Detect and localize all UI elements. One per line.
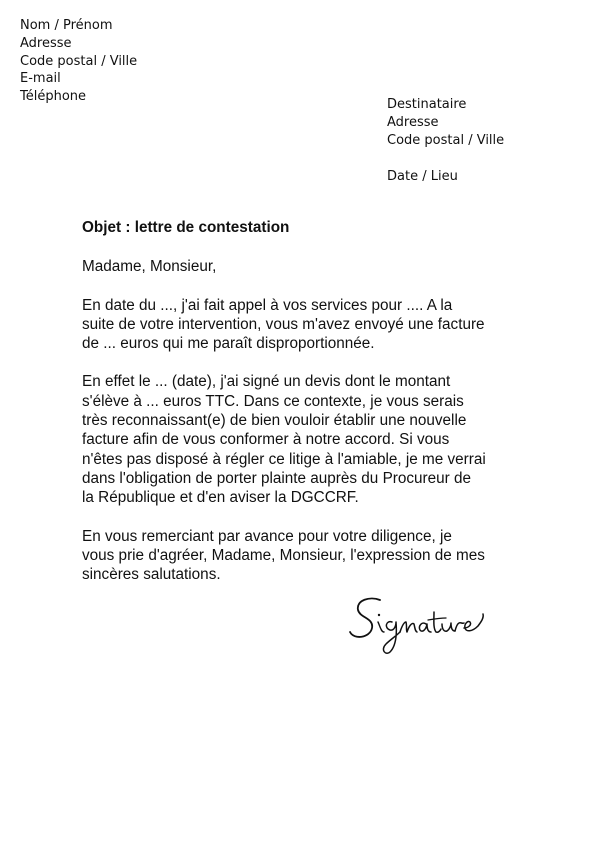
paragraph-line: suite de votre intervention, vous m'avez envoyé une facture — [82, 315, 485, 333]
recipient-address: Adresse — [387, 115, 439, 130]
date-place: Date / Lieu — [387, 169, 458, 184]
signature-i-dot — [378, 614, 380, 616]
paragraph-line: sincères salutations. — [82, 566, 221, 584]
recipient-postal-city: Code postal / Ville — [387, 133, 505, 148]
paragraph-line: n'êtes pas disposé à régler ce litige à l'amiable, je me verrai — [82, 450, 486, 468]
sender-block — [20, 17, 137, 106]
paragraph-line: facture afin de vous conformer à notre accord. Si vous — [82, 431, 450, 449]
signature-image — [340, 588, 490, 664]
sender-email: E-mail — [20, 71, 61, 87]
paragraph-2 — [82, 372, 522, 507]
paragraph-line: vous prie d'agréer, Madame, Monsieur, l'expression de mes — [82, 546, 485, 564]
letter-subject: Objet : lettre de contestation — [82, 219, 290, 236]
recipient-block — [387, 96, 504, 186]
paragraph-line: dans l'obligation de porter plainte auprès du Procureur de — [82, 469, 471, 487]
paragraph-1 — [82, 296, 522, 354]
sender-postal-city: Code postal / Ville — [20, 53, 138, 69]
sender-phone: Téléphone — [20, 89, 87, 105]
paragraph-line: très reconnaissant(e) de bien vouloir établir une nouvelle — [82, 412, 467, 430]
sender-address: Adresse — [20, 35, 72, 51]
paragraph-line: s'élève à ... euros TTC. Dans ce contexte, je vous serais — [82, 392, 464, 410]
paragraph-line: la République et d'en aviser la DGCCRF. — [82, 489, 359, 507]
paragraph-3 — [82, 527, 522, 585]
paragraph-line: En effet le ... (date), j'ai signé un devis dont le montant — [82, 373, 451, 391]
paragraph-line: En date du ..., j'ai fait appel à vos services pour .... A la — [82, 296, 453, 314]
paragraph-line: de ... euros qui me paraît disproportionnée. — [82, 335, 375, 353]
recipient-name: Destinataire — [387, 97, 467, 112]
sender-name: Nom / Prénom — [20, 18, 113, 33]
letter-body — [82, 218, 522, 603]
letter-salutation: Madame, Monsieur, — [82, 258, 217, 276]
paragraph-line: En vous remerciant par avance pour votre diligence, je — [82, 527, 452, 545]
